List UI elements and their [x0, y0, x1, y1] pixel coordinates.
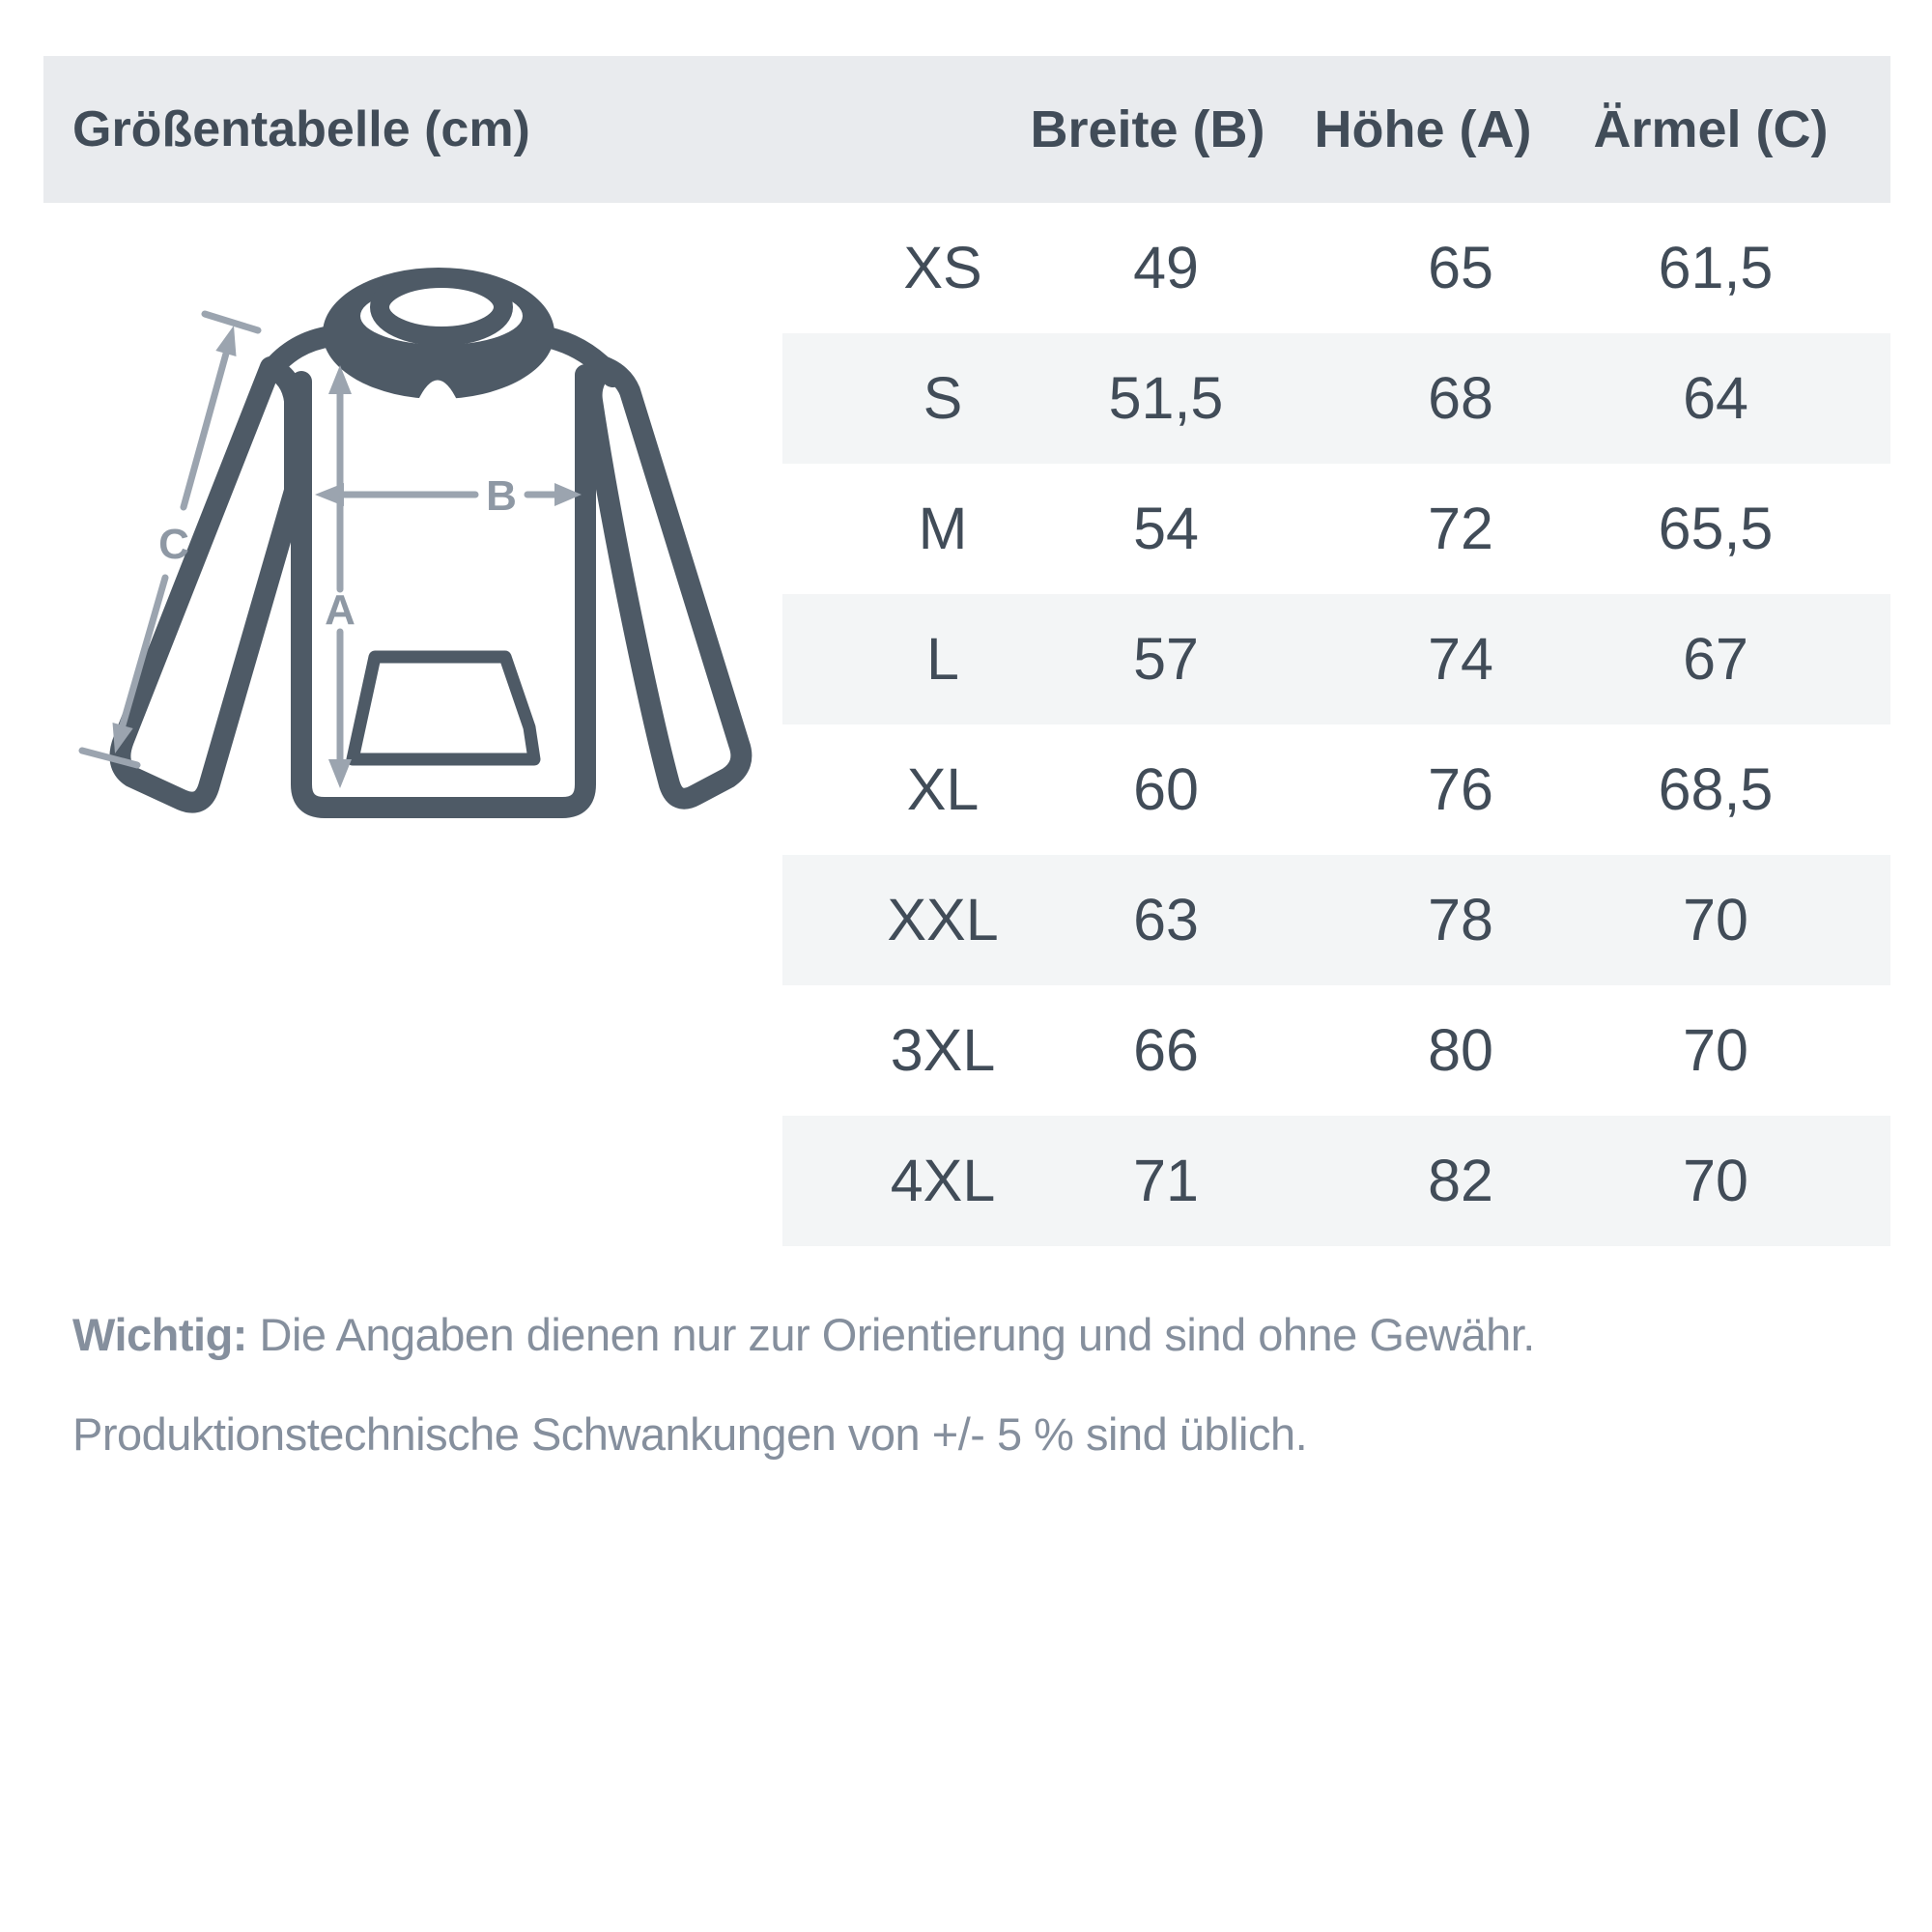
size-cell: S — [923, 365, 963, 431]
breite-cell: 57 — [1133, 626, 1199, 692]
breite-cell: 63 — [1133, 887, 1199, 952]
hoehe-cell: 74 — [1428, 626, 1493, 692]
footer-line-2: Produktionstechnische Schwankungen von +/- 5 % sind üblich. — [72, 1408, 1308, 1460]
size-cell: 3XL — [890, 1017, 996, 1083]
aermel-cell: 61,5 — [1658, 235, 1774, 300]
breite-cell: 49 — [1133, 235, 1199, 300]
hoehe-cell: 65 — [1428, 235, 1493, 300]
hoehe-cell: 72 — [1428, 496, 1493, 561]
aermel-cell: 67 — [1683, 626, 1748, 692]
aermel-cell: 70 — [1683, 1148, 1748, 1213]
aermel-cell: 64 — [1683, 365, 1748, 431]
breite-cell: 71 — [1133, 1148, 1199, 1213]
breite-cell: 66 — [1133, 1017, 1199, 1083]
label-b: B — [486, 472, 517, 520]
footer-note — [72, 1285, 1869, 1484]
hoehe-cell: 80 — [1428, 1017, 1493, 1083]
col-header-aermel: Ärmel (C) — [1593, 100, 1829, 158]
size-table — [782, 203, 1890, 1246]
table-row — [782, 985, 1890, 1116]
right-sleeve — [592, 367, 742, 799]
hoehe-cell: 68 — [1428, 365, 1493, 431]
table-row — [782, 594, 1890, 724]
col-header-breite: Breite (B) — [1030, 100, 1265, 158]
breite-cell: 54 — [1133, 496, 1199, 561]
hoehe-cell: 76 — [1428, 756, 1493, 822]
table-row — [782, 724, 1890, 855]
left-shoulder — [270, 336, 331, 371]
size-cell: M — [918, 496, 968, 561]
arrow-a-height — [325, 365, 355, 788]
size-cell: L — [926, 626, 959, 692]
arrow-b-width — [315, 472, 582, 520]
breite-cell: 51,5 — [1108, 365, 1224, 431]
footer-important-label: Wichtig: — [72, 1309, 247, 1360]
aermel-cell: 68,5 — [1658, 756, 1774, 822]
table-header-band — [43, 56, 1890, 203]
table-row — [782, 203, 1890, 333]
aermel-cell: 65,5 — [1658, 496, 1774, 561]
hoehe-cell: 78 — [1428, 887, 1493, 952]
size-cell: XL — [906, 756, 980, 822]
footer-line-1-text: Die Angaben dienen nur zur Orientierung und sind ohne Gewähr. — [246, 1309, 1535, 1360]
col-header-hoehe: Höhe (A) — [1314, 100, 1532, 158]
label-c: C — [158, 521, 189, 568]
breite-cell: 60 — [1133, 756, 1199, 822]
aermel-cell: 70 — [1683, 887, 1748, 952]
size-cell: XXL — [887, 887, 999, 952]
table-row — [782, 464, 1890, 594]
size-cell: 4XL — [890, 1148, 996, 1213]
aermel-cell: 70 — [1683, 1017, 1748, 1083]
label-a: A — [325, 586, 355, 634]
hoehe-cell: 82 — [1428, 1148, 1493, 1213]
size-cell: XS — [903, 235, 982, 300]
table-row — [782, 333, 1890, 464]
hoodie-measurement-diagram — [58, 222, 792, 898]
table-row — [782, 855, 1890, 985]
table-row — [782, 1116, 1890, 1246]
kangaroo-pocket — [353, 657, 534, 759]
page-title: Größentabelle (cm) — [72, 101, 530, 157]
hood-illustration — [323, 268, 554, 402]
footer-line-1 — [72, 1285, 1869, 1384]
